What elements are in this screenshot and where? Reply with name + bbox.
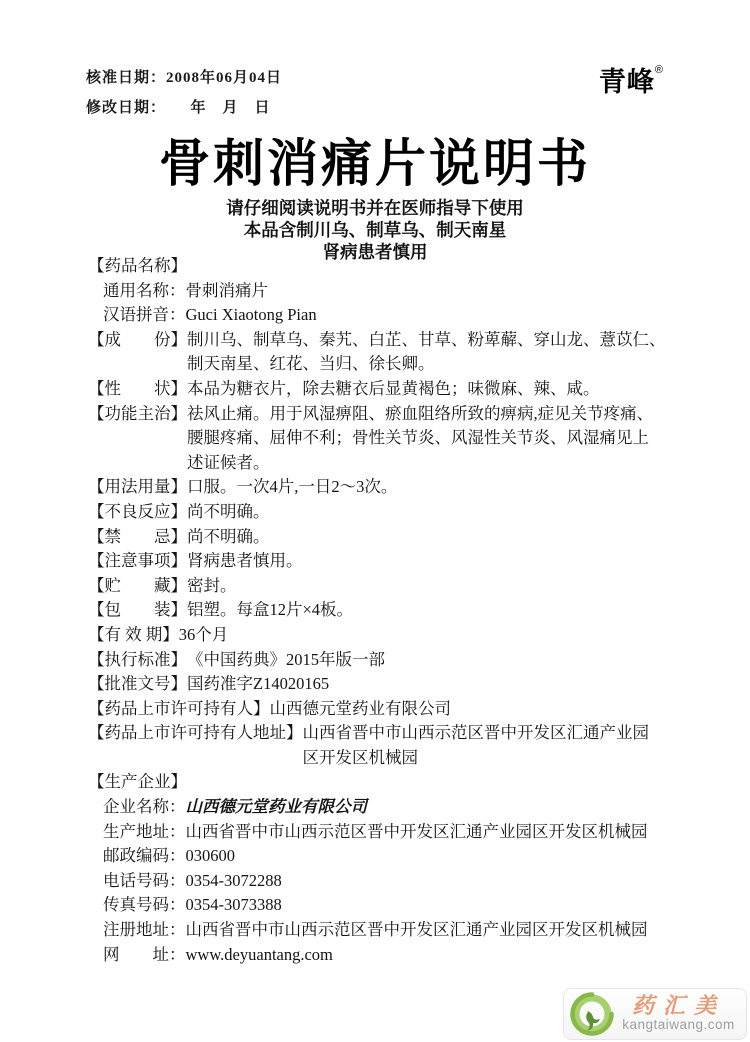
spec-subrow <box>88 820 692 845</box>
spec-row-label: 【成 份】 <box>88 329 187 349</box>
spec-row-text <box>187 377 692 402</box>
spec-text-line: 肾病患者慎用。 <box>187 551 303 571</box>
spec-row-text <box>186 869 693 894</box>
spec-subrow <box>88 795 692 820</box>
spec-row-label: 【不良反应】 <box>88 501 187 521</box>
spec-text-line: 0354-3072288 <box>185 870 282 890</box>
revision-date-line <box>86 96 271 117</box>
spec-subrow <box>88 303 692 328</box>
brand-logo-text: 青峰 <box>598 67 655 97</box>
spec-row-text <box>303 721 693 770</box>
spec-row-label: 【贮 藏】 <box>88 575 187 595</box>
spec-subrow-key: 网 址： <box>103 944 186 964</box>
spec-text-line: 山西德元堂药业有限公司 <box>269 698 451 718</box>
spec-text-line: 尚不明确。 <box>187 526 270 546</box>
spec-text-line: 山西省晋中市山西示范区晋中开发区汇通产业园 <box>302 723 649 743</box>
spec-text-line: 口服。一次4片,一日2～3次。 <box>187 477 398 497</box>
spec-text-line: 述证候者。 <box>187 452 270 472</box>
spec-row <box>88 598 692 623</box>
warning-line: 肾病患者慎用 <box>322 242 428 262</box>
spec-row-text <box>186 893 693 918</box>
spec-row <box>88 402 692 476</box>
spec-row-text <box>187 500 692 525</box>
spec-row-text <box>187 648 692 673</box>
spec-row-text <box>270 697 693 722</box>
spec-row <box>88 672 692 697</box>
watermark-site-url: kangtaiwang.com <box>622 1017 735 1032</box>
spec-row-label: 【包 装】 <box>88 600 187 620</box>
spec-row <box>88 549 692 574</box>
spec-subrow <box>88 279 692 304</box>
spec-row-text <box>186 303 693 328</box>
spec-row <box>88 770 692 795</box>
revision-date-value: 年 月 日 <box>158 100 271 116</box>
spec-row-text <box>187 672 692 697</box>
spec-row <box>88 623 692 648</box>
spec-row-label: 【有 效 期】 <box>88 624 179 644</box>
page-title: 骨刺消痛片说明书 <box>158 135 591 192</box>
spec-row-text <box>187 525 692 550</box>
spec-row-text <box>187 402 692 476</box>
spec-row-text <box>186 795 693 820</box>
spec-text-line: 区开发区机械园 <box>302 747 418 767</box>
spec-subrow <box>88 943 692 968</box>
revision-date-label: 修改日期： <box>86 99 159 116</box>
spec-text-line: 030600 <box>185 846 235 866</box>
approval-date-value: 2008年06月04日 <box>166 70 283 86</box>
warning-line: 本品含制川乌、制草乌、制天南星 <box>243 220 507 240</box>
spec-subrow-key: 电话号码： <box>103 870 186 890</box>
spec-text-line: 密封。 <box>187 575 237 595</box>
spec-text-line: 《中国药典》2015年版一部 <box>187 649 385 669</box>
warning-line: 请仔细阅读说明书并在医师指导下使用 <box>226 198 524 218</box>
spec-body <box>88 254 692 967</box>
spec-row-label: 【功能主治】 <box>88 403 187 423</box>
spec-text-line: 铝塑。每盒12片×4板。 <box>187 600 354 620</box>
watermark-brand-text: 药汇美 <box>631 993 725 1018</box>
approval-date-line <box>86 66 282 87</box>
spec-row <box>88 328 692 377</box>
registered-trademark-icon: ® <box>654 64 664 76</box>
spec-subrow <box>88 844 692 869</box>
spec-row-label: 【用法用量】 <box>88 477 187 497</box>
site-watermark <box>563 988 747 1040</box>
spec-row-label: 【禁 忌】 <box>88 526 187 546</box>
spec-row-text <box>186 820 693 845</box>
spec-row-label: 【批准文号】 <box>88 674 187 694</box>
spec-row-text <box>179 623 692 648</box>
spec-text-line: 山西省晋中市山西示范区晋中开发区汇通产业园区开发区机械园 <box>185 920 648 940</box>
approval-date-label: 核准日期： <box>86 69 167 86</box>
spec-subrow-key: 传真号码： <box>103 895 186 915</box>
spec-row-text <box>186 279 693 304</box>
spec-text-line: 制川乌、制草乌、秦艽、白芷、甘草、粉萆薢、穿山龙、薏苡仁、 <box>187 329 666 349</box>
spec-row-text <box>187 598 692 623</box>
spec-row <box>88 475 692 500</box>
spec-row-label: 【生产企业】 <box>88 772 187 792</box>
spec-text-line: www.deyuantang.com <box>185 944 333 964</box>
spec-row-label: 【药品上市许可持有人地址】 <box>88 723 303 743</box>
spec-row-text <box>186 918 693 943</box>
spec-text-line: 山西省晋中市山西示范区晋中开发区汇通产业园区开发区机械园 <box>185 821 648 841</box>
spec-row <box>88 648 692 673</box>
spec-row <box>88 697 692 722</box>
spec-row <box>88 721 692 770</box>
spec-row-label: 【执行标准】 <box>88 649 187 669</box>
spec-text-line: 腰腿疼痛、屈伸不利；骨性关节炎、风湿性关节炎、风湿痛见上 <box>187 428 649 448</box>
spec-text-line: 祛风止痛。用于风湿痹阻、瘀血阻络所致的痹病,症见关节疼痛、 <box>187 403 654 423</box>
spec-text-line: Guci Xiaotong Pian <box>185 305 317 325</box>
spec-row <box>88 525 692 550</box>
spec-text-line: 本品为糖衣片，除去糖衣后显黄褐色；味微麻、辣、咸。 <box>187 378 600 398</box>
spec-text-line: 36个月 <box>178 624 229 644</box>
spec-text-line: 尚不明确。 <box>187 501 270 521</box>
brand-logo <box>599 60 664 99</box>
spec-row-text <box>187 549 692 574</box>
spec-row-text <box>187 475 692 500</box>
spec-text-line: 骨刺消痛片 <box>185 280 268 300</box>
spec-row-label: 【性 状】 <box>88 378 187 398</box>
spec-row-text <box>186 844 693 869</box>
spec-subrow-key: 通用名称： <box>103 280 186 300</box>
spec-row <box>88 500 692 525</box>
watermark-texts <box>615 995 746 1033</box>
spec-subrow-key: 汉语拼音： <box>103 305 186 325</box>
spec-row-text <box>186 943 693 968</box>
spec-row-text <box>187 770 692 795</box>
spec-text-line: 制天南星、红花、当归、徐长卿。 <box>187 354 435 374</box>
spec-row-text <box>187 328 692 377</box>
spec-subrow <box>88 893 692 918</box>
spec-subrow-key: 生产地址： <box>103 821 186 841</box>
spec-text-line: 国药准字Z14020165 <box>187 674 330 694</box>
spec-row-text <box>187 574 692 599</box>
spec-row-label: 【注意事项】 <box>88 551 187 571</box>
spec-subrow-key: 企业名称： <box>103 797 186 817</box>
spec-row-label: 【药品名称】 <box>88 256 187 275</box>
spec-subrow <box>88 869 692 894</box>
spec-subrow-key: 注册地址： <box>103 920 186 940</box>
spec-text-line: 0354-3073388 <box>185 895 282 915</box>
spec-row <box>88 254 692 279</box>
spec-subrow <box>88 918 692 943</box>
green-circle-bird-icon <box>569 991 615 1037</box>
spec-subrow-key: 邮政编码： <box>103 846 186 866</box>
spec-row <box>88 377 692 402</box>
spec-text-line: 山西德元堂药业有限公司 <box>185 797 367 817</box>
spec-row <box>88 574 692 599</box>
spec-row-text <box>187 254 692 279</box>
spec-row-label: 【药品上市许可持有人】 <box>88 698 270 718</box>
